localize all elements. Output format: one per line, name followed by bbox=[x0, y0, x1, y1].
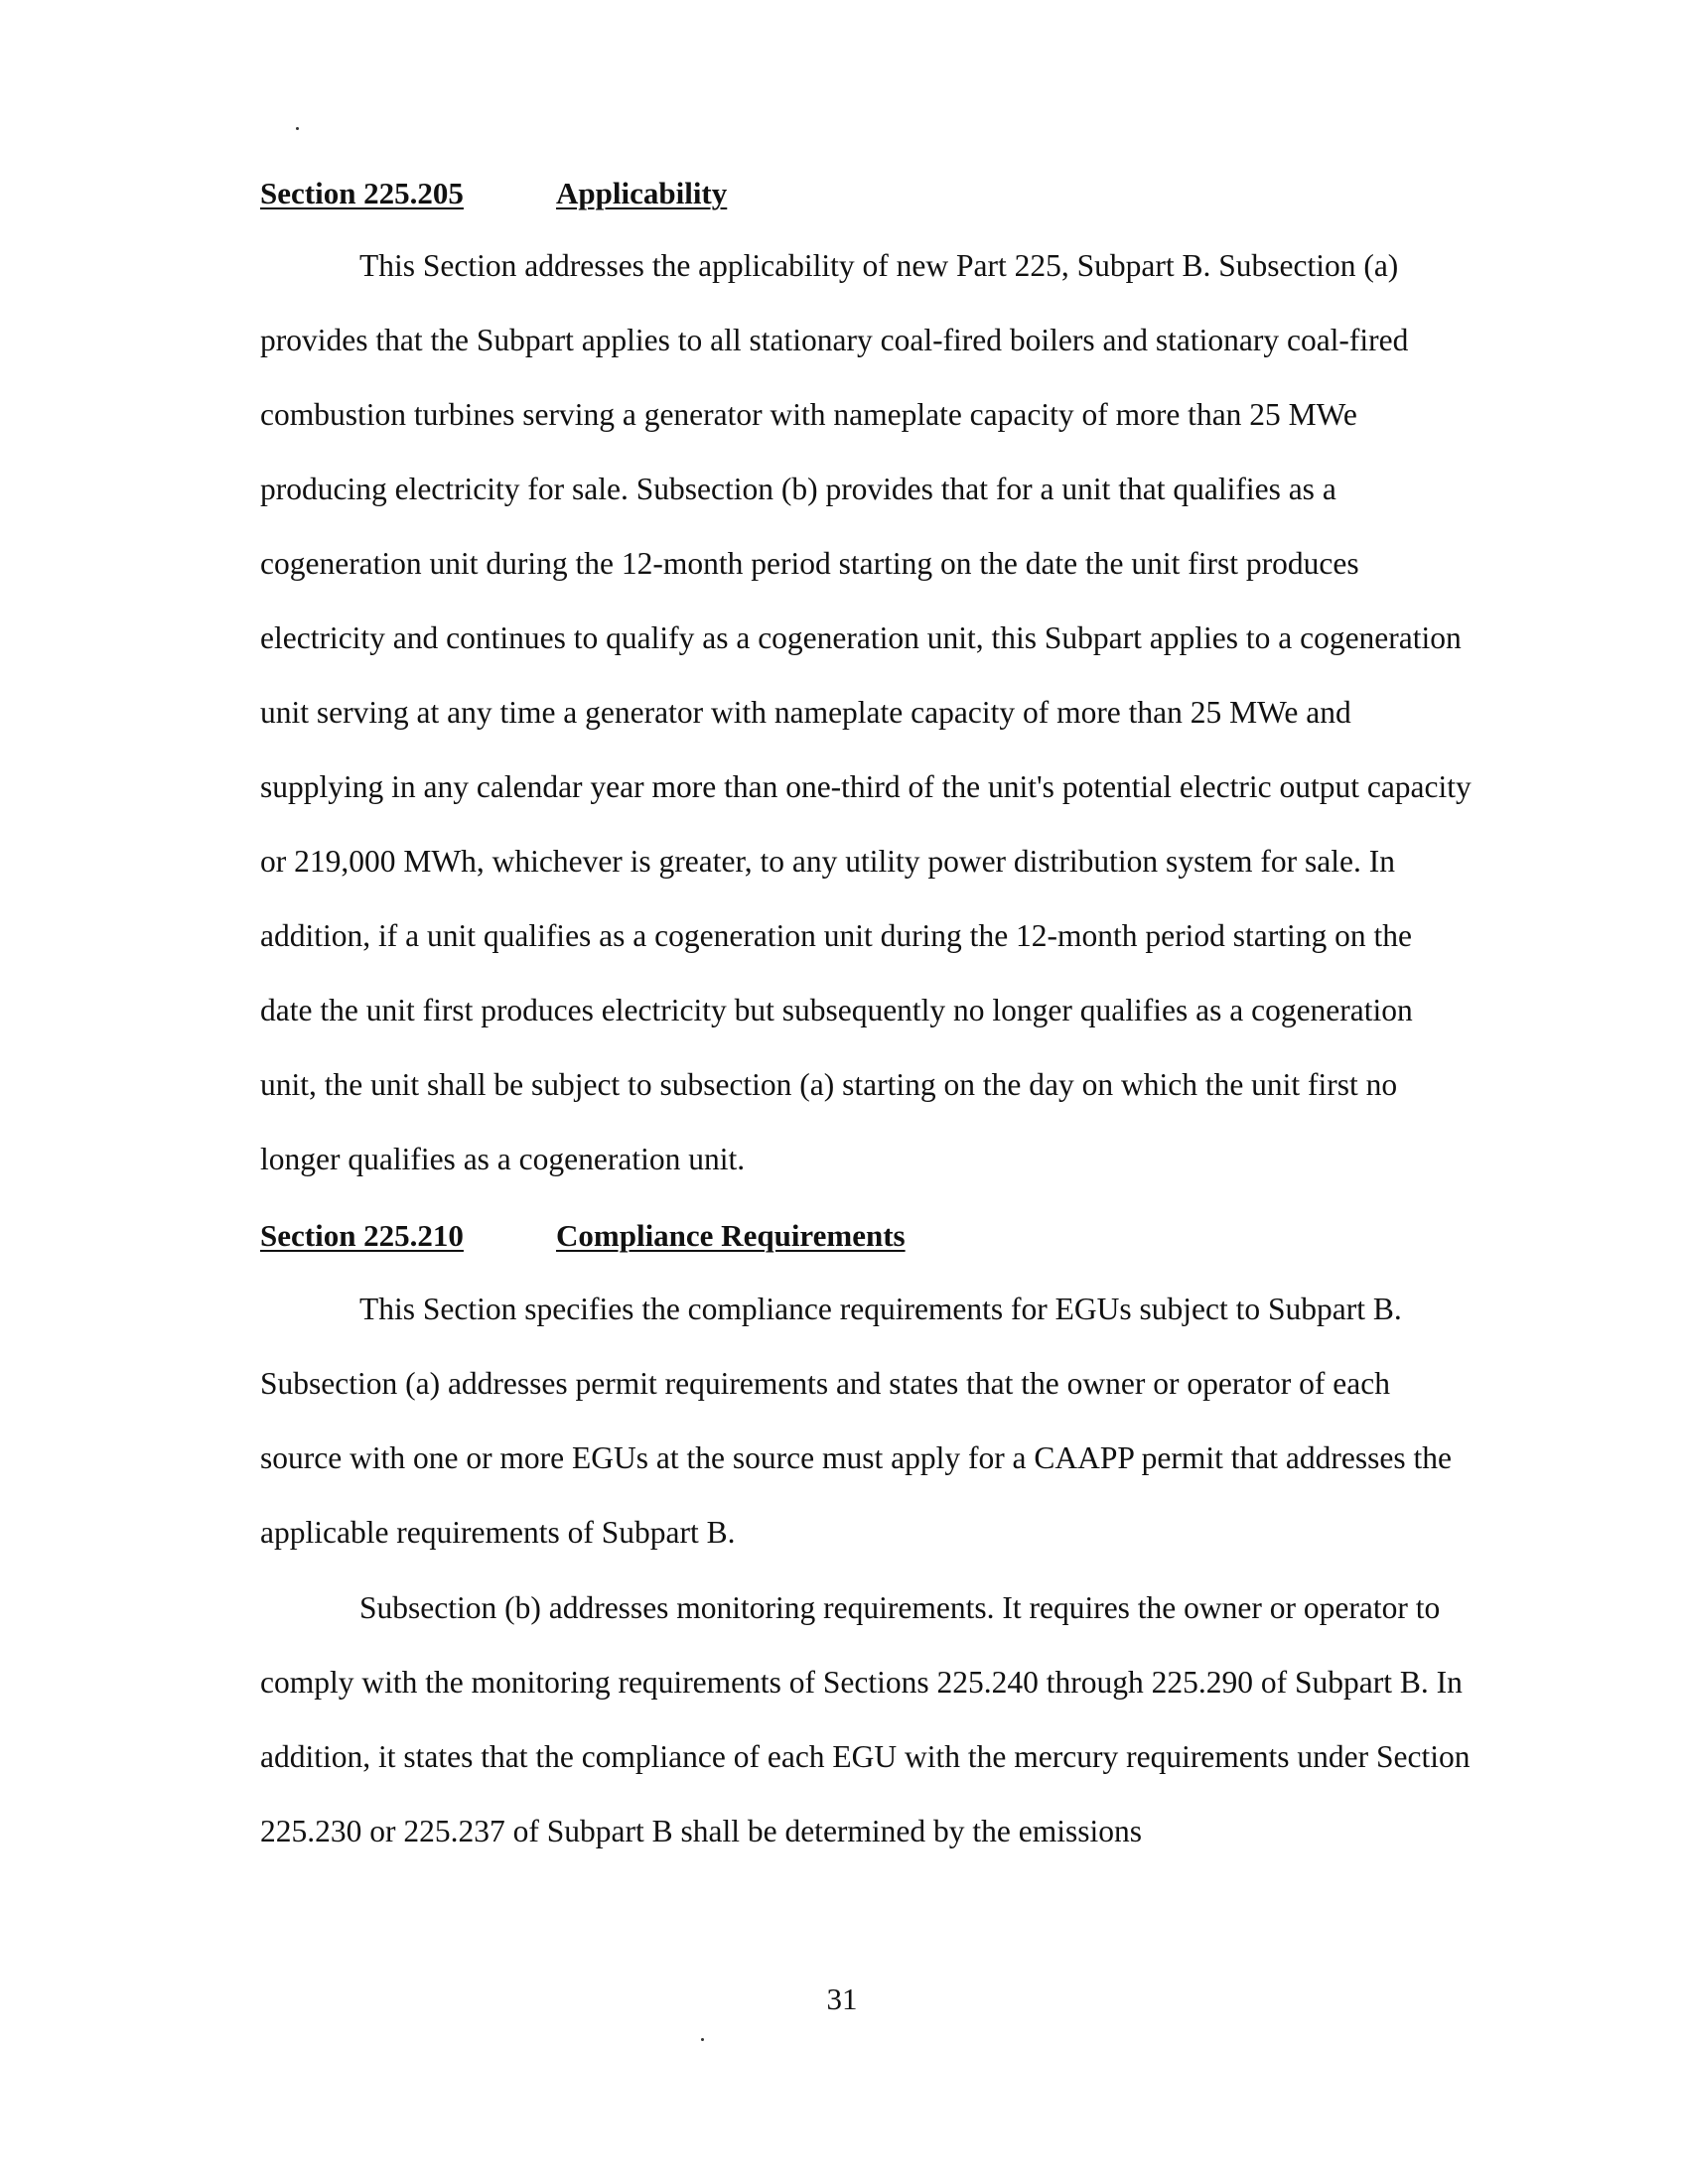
paragraph-compliance-monitoring: Subsection (b) addresses monitoring requirements. It requires the owner or operator to comply with the monitoring requirements of Sections 225.240 through 225.290 of Subpart B. In addition, it states that the compliance of each EGU with the mercury requirements under Section 225.230 or 225.237 of Subpart B shall be determined by the emissions bbox=[260, 1590, 1471, 1848]
section-number: Section 225.205 bbox=[260, 176, 464, 210]
paragraph-compliance-permit: This Section specifies the compliance requirements for EGUs subject to Subpart B. Subsection (a) addresses permit requirements and states that the owner or operator of each source with one or more EGUs at the source must apply for a CAAPP permit that addresses the applicable requirements of Subpart B. bbox=[260, 1292, 1452, 1550]
scan-speck bbox=[701, 2038, 704, 2041]
scan-speck bbox=[296, 127, 299, 130]
section-title: Applicability bbox=[556, 176, 728, 210]
paragraph-applicability: This Section addresses the applicability of new Part 225, Subpart B. Subsection (a) provides that the Subpart applies to all stationary coal-fired boilers and stationary coal-fired combustion turbines serving a generator with nameplate capacity of more than 25 MWe producing electricity for sale. Subsection (b) provides that for a unit that qualifies as a cogeneration unit during the 12-month period starting on the date the unit first produces electricity and continues to qualify as a cogeneration unit, this Subpart applies to a cogeneration unit serving at any time a generator with nameplate capacity of more than 25 MWe and supplying in any calendar year more than one-third of the unit's potential electric output capacity or 219,000 MWh, whichever is greater, to any utility power distribution system for sale. In addition, if a unit qualifies as a cogeneration unit during the 12-month period starting on the date the unit first produces electricity but subsequently no longer qualifies as a cogeneration unit, the unit shall be subject to subsection (a) starting on the day on which the unit first no longer qualifies as a cogeneration unit. bbox=[260, 248, 1472, 1176]
page-number: 31 bbox=[826, 1981, 858, 2016]
section-number: Section 225.210 bbox=[260, 1218, 464, 1253]
section-title: Compliance Requirements bbox=[556, 1218, 906, 1253]
